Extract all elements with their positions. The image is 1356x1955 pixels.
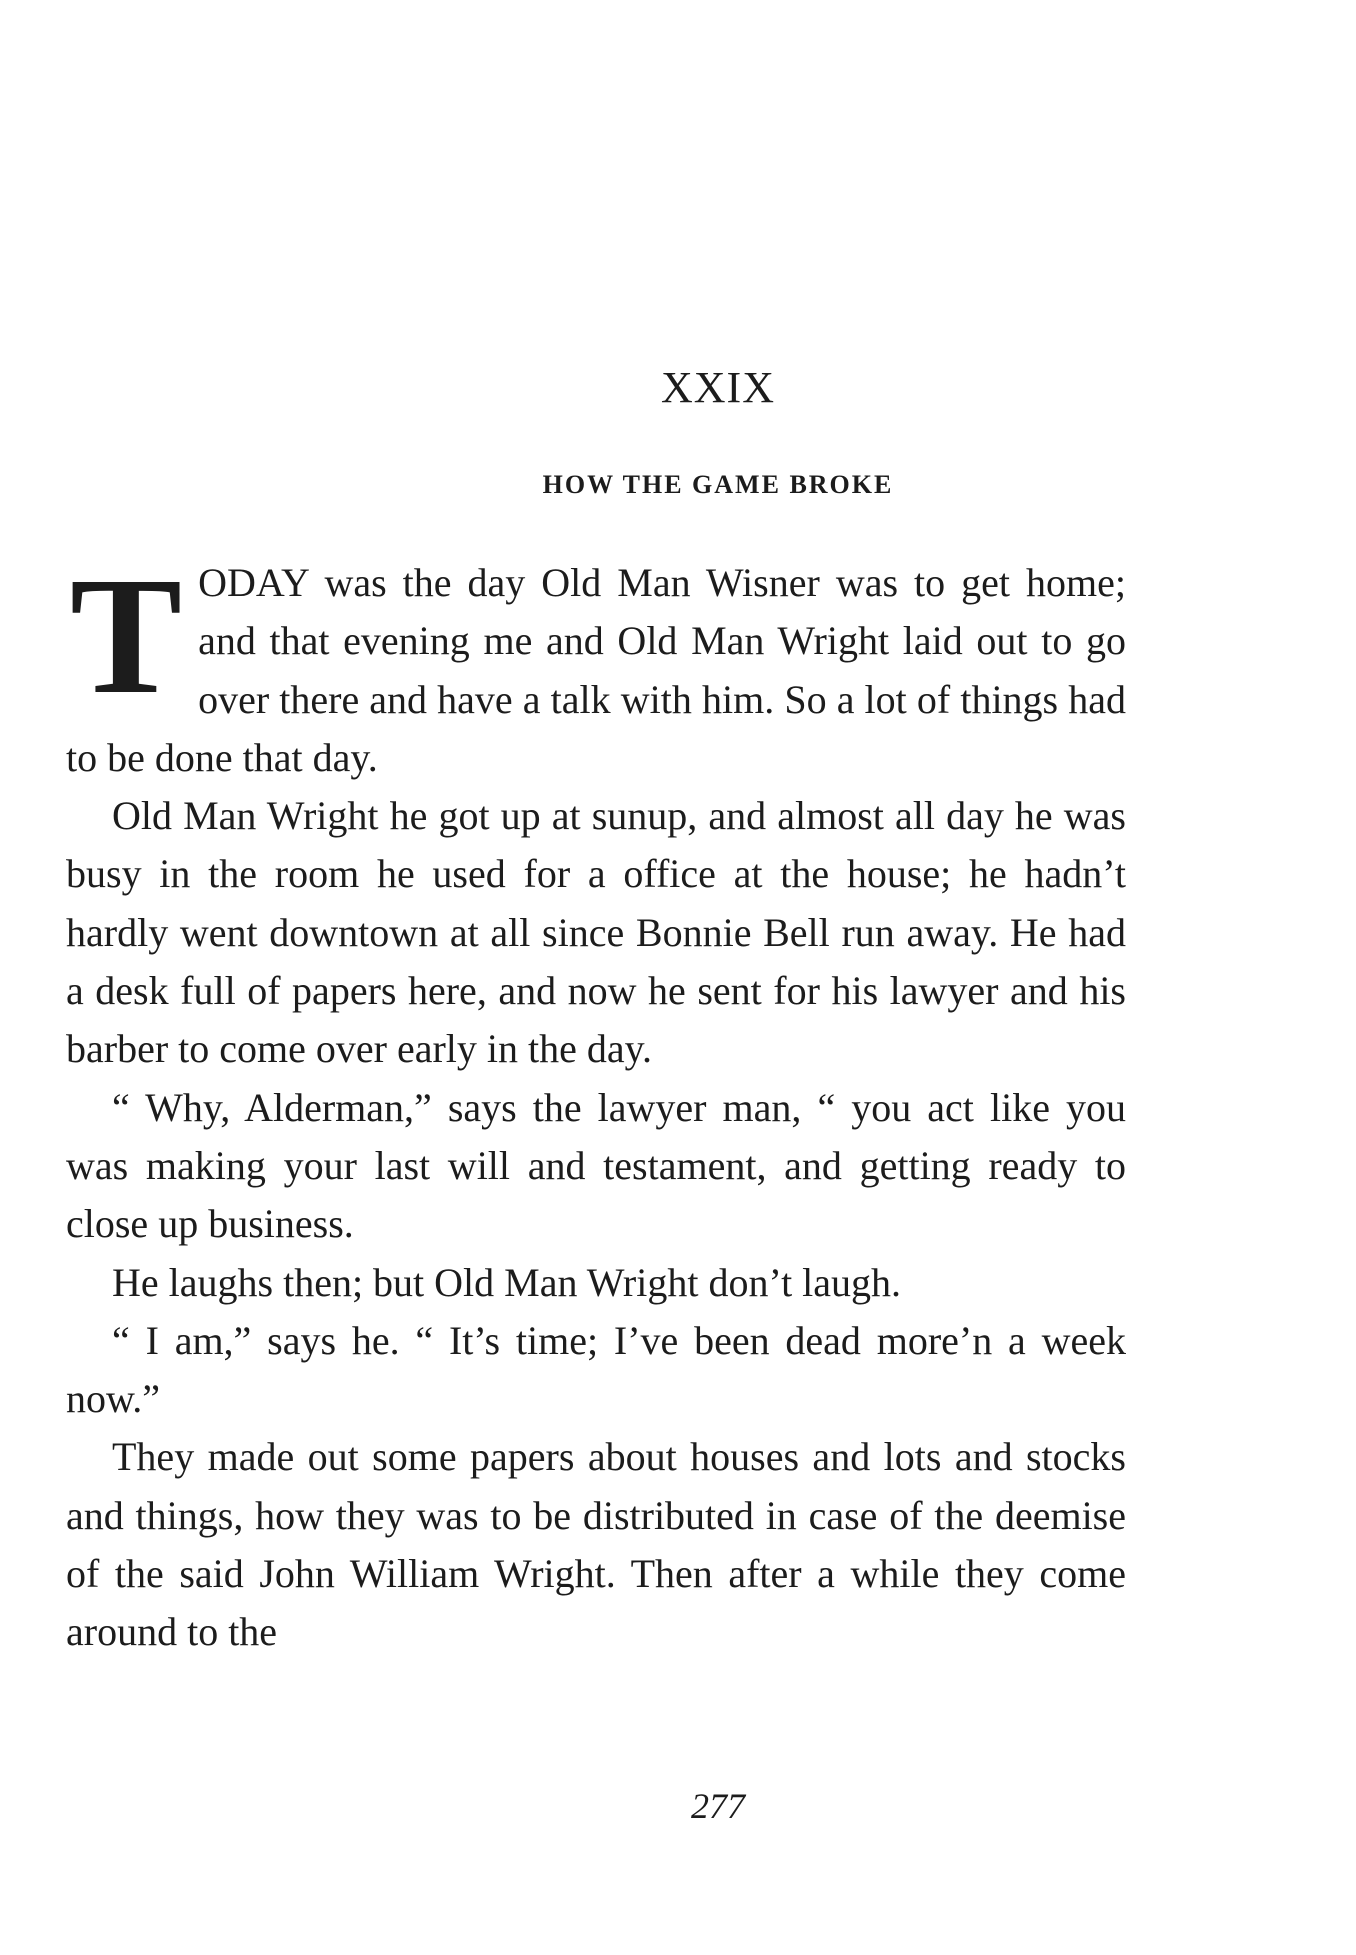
- paragraph-2: Old Man Wright he got up at sunup, and almost all day he was busy in the room he used for a office at the house; he hadn’t hardly went downtown at all since Bonnie Bell run away. He had a desk full of papers here, and now he sent for his lawyer and his barber to come over early in the day.: [66, 793, 1126, 1072]
- chapter-body: [66, 543, 1126, 1662]
- paragraph-6: They made out some papers about houses and lots and stocks and things, how they was to be distributed in case of the deemise of the said John William Wright. Then after a while they come around to the: [66, 1434, 1126, 1655]
- paragraph-4: He laughs then; but Old Man Wright don’t laugh.: [112, 1259, 902, 1305]
- paragraph-5: “ I am,” says he. “ It’s time; I’ve been dead more’n a week now.”: [66, 1317, 1126, 1422]
- paragraph-3: “ Why, Alderman,” says the lawyer man, “ you act like you was making your last will and testament, and getting ready to close up business.: [66, 1084, 1126, 1247]
- paragraph-1: [66, 543, 1126, 787]
- chapter-number: XXIX: [661, 363, 775, 412]
- drop-cap: T: [70, 543, 183, 729]
- page-number: 277: [691, 1786, 745, 1826]
- chapter-title: HOW THE GAME BROKE: [542, 470, 894, 499]
- paragraph-1-text: ODAY was the day Old Man Wisner was to get home; and that evening me and Old Man Wright laid out to go over there and have a talk with him. So a lot of things had to be done that day.: [66, 560, 1126, 780]
